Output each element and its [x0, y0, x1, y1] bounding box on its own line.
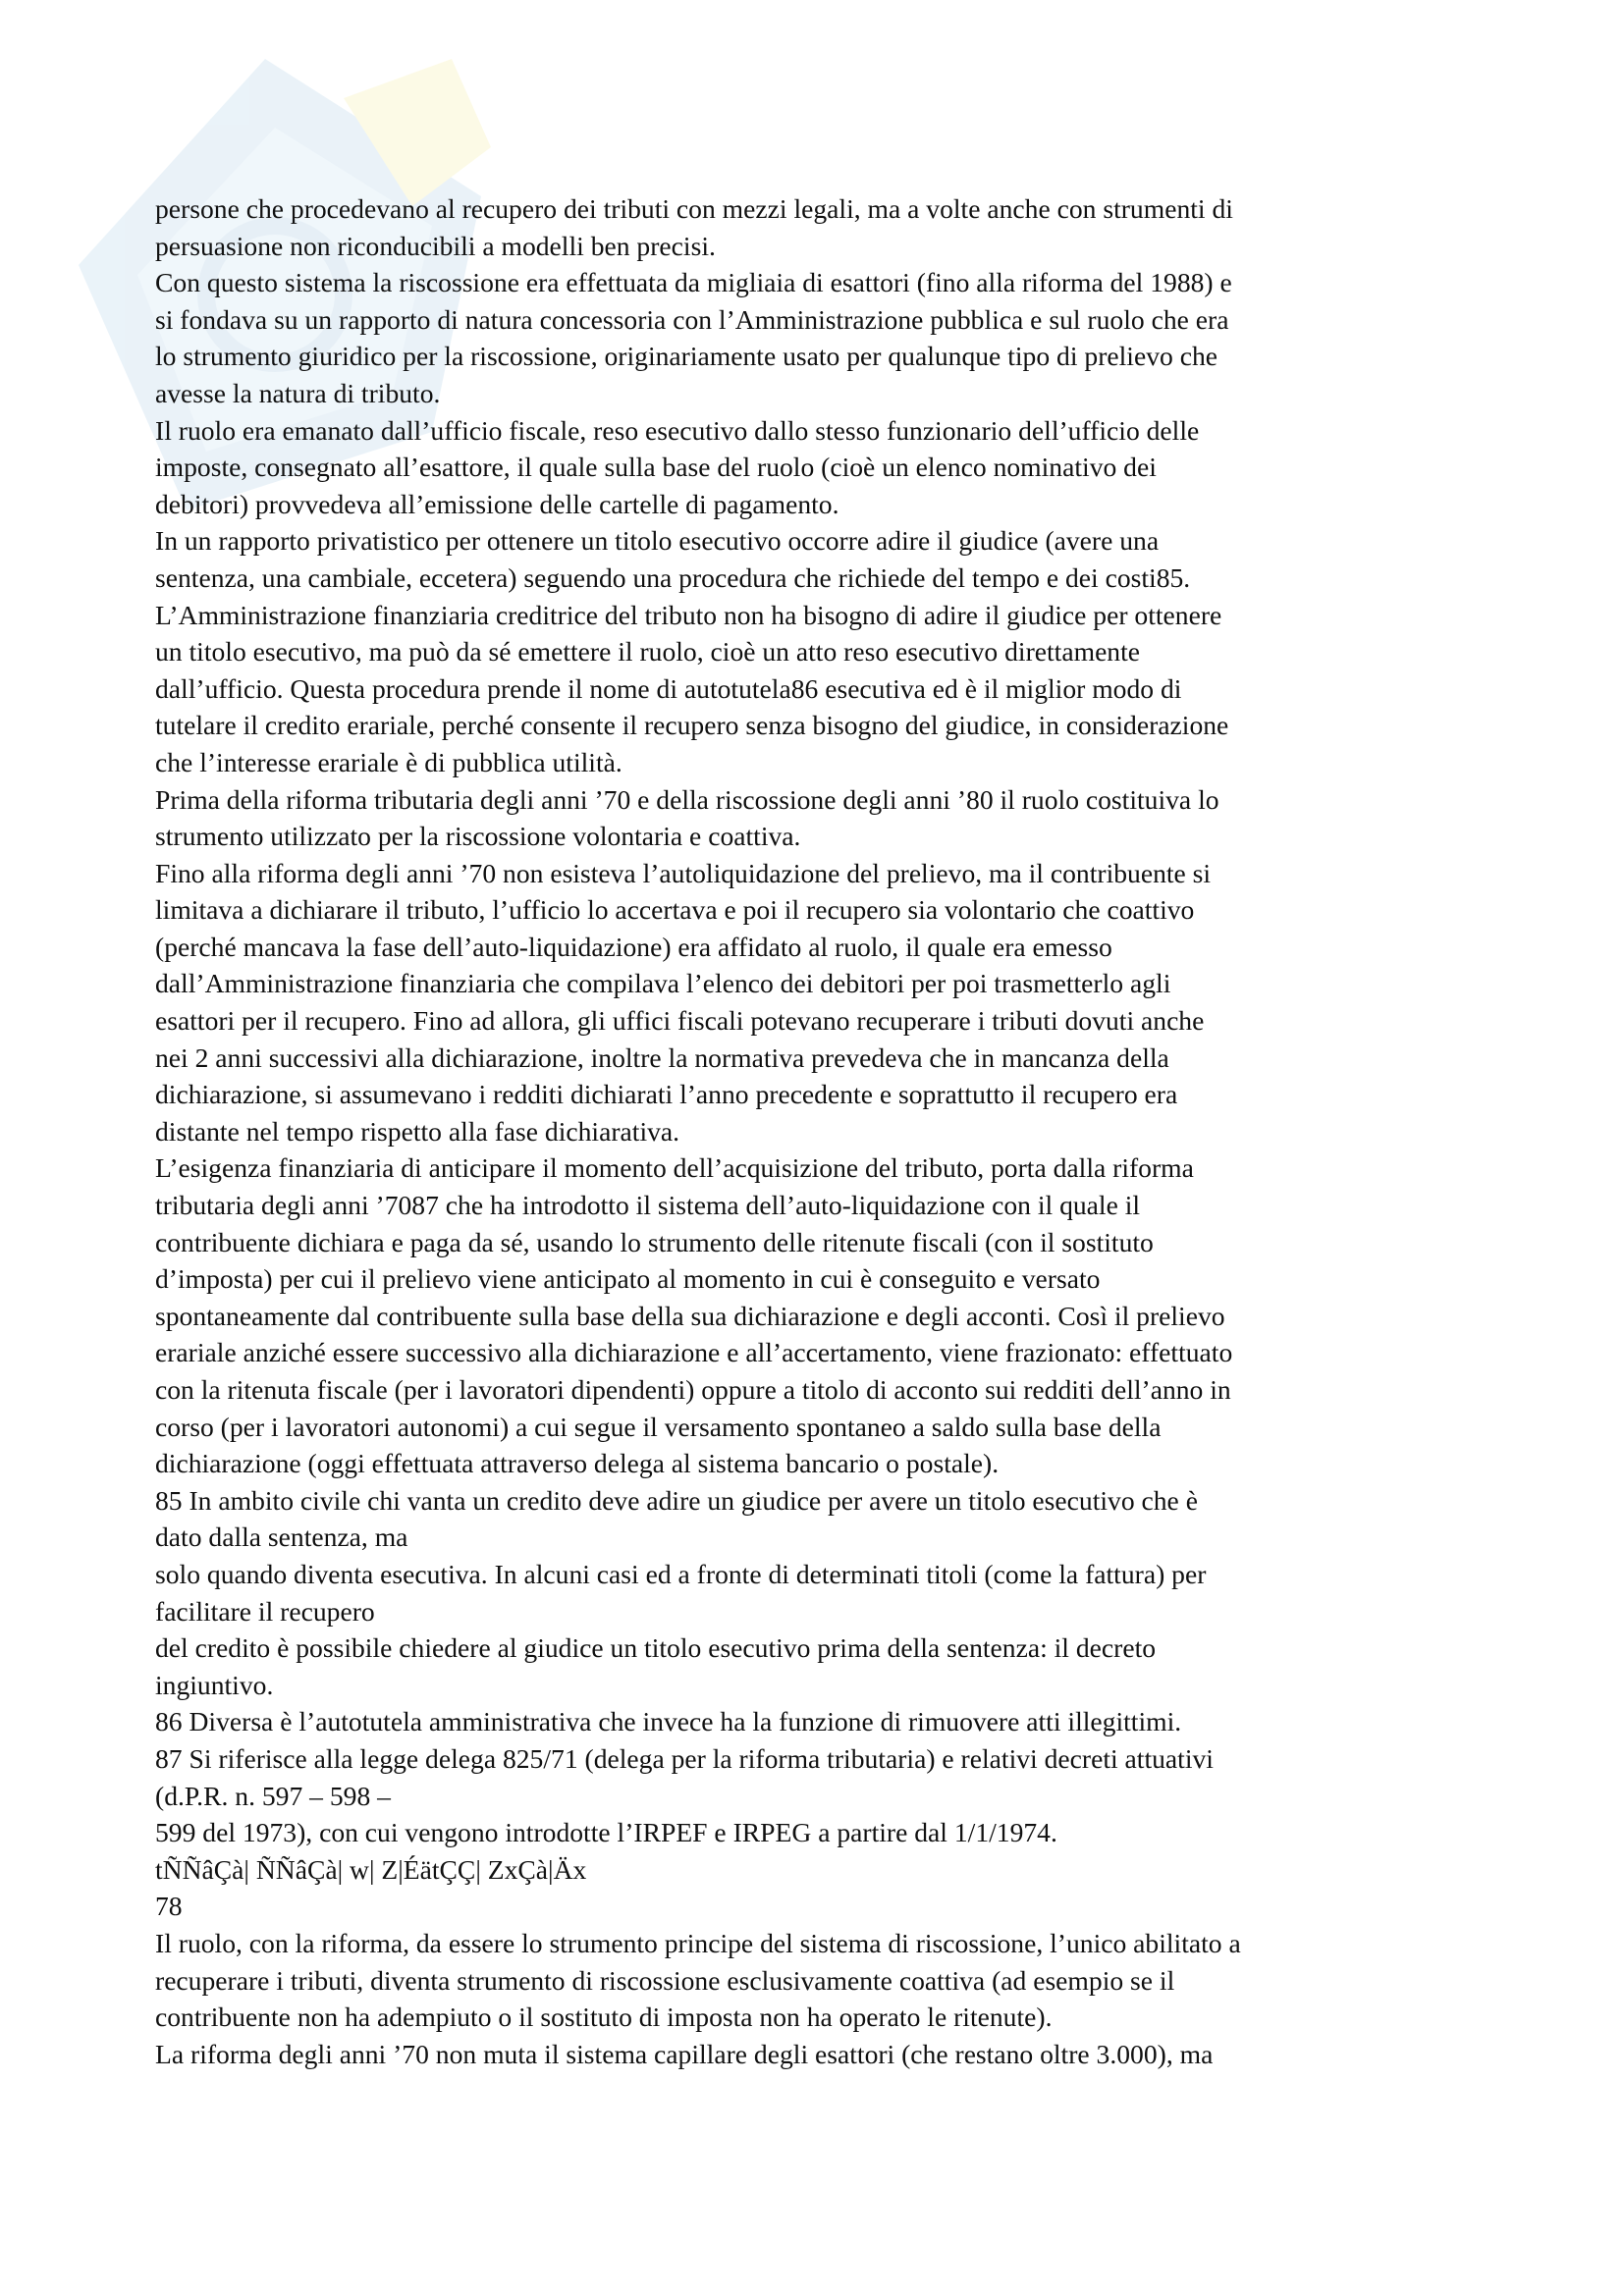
text-line: Prima della riforma tributaria degli anni ’70 e della riscossione degli anni ’80 il ruolo costituiva lo: [155, 783, 1219, 815]
text-line: dichiarazione, si assumevano i redditi dichiarati l’anno precedente e soprattutto il recupero era: [155, 1079, 1178, 1110]
footnote-line: del credito è possibile chiedere al giudice un titolo esecutivo prima della sentenza: il decreto: [155, 1632, 1157, 1664]
text-line: debitori) provvedeva all’emissione delle cartelle di pagamento.: [155, 488, 839, 519]
text-line: La riforma degli anni ’70 non muta il sistema capillare degli esattori (che restano oltre 3.000), ma: [155, 2038, 1214, 2069]
text-line: (perché mancava la fase dell’auto-liquidazione) era affidato al ruolo, il quale era emesso: [155, 931, 1112, 962]
text-line: un titolo esecutivo, ma può da sé emettere il ruolo, cioè un atto reso esecutivo direttamente: [155, 636, 1141, 667]
footnote-line: 86 Diversa è l’autotutela amministrativa che invece ha la funzione di rimuovere atti illegittimi.: [155, 1706, 1182, 1737]
page-number: 78: [155, 1891, 183, 1922]
footnote-line: (d.P.R. n. 597 – 598 –: [155, 1780, 391, 1811]
text-line: corso (per i lavoratori autonomi) a cui segue il versamento spontaneo a saldo sulla base della: [155, 1411, 1162, 1442]
text-line: In un rapporto privatistico per ottenere un titolo esecutivo occorre adire il giudice (avere una: [155, 525, 1160, 557]
footnote-line: 599 del 1973), con cui vengono introdotte l’IRPEF e IRPEG a partire dal 1/1/1974.: [155, 1817, 1057, 1848]
text-line: Fino alla riforma degli anni ’70 non esisteva l’autoliquidazione del prelievo, ma il contribuente si: [155, 857, 1212, 888]
text-line: dichiarazione (oggi effettuata attraverso delega al sistema bancario o postale).: [155, 1448, 1000, 1479]
text-line: si fondava su un rapporto di natura concessoria con l’Amministrazione pubblica e sul ruolo che era: [155, 303, 1229, 335]
text-line: nei 2 anni successivi alla dichiarazione, inoltre la normativa prevedeva che in mancanza della: [155, 1041, 1169, 1073]
text-line: tributaria degli anni ’7087 che ha introdotto il sistema dell’auto-liquidazione con il quale il: [155, 1190, 1141, 1221]
footnote-line: facilitare il recupero: [155, 1595, 375, 1627]
text-line: imposte, consegnato all’esattore, il quale sulla base del ruolo (cioè un elenco nominativo dei: [155, 452, 1157, 483]
text-line: lo strumento giuridico per la riscossione, originariamente usato per qualunque tipo di prelievo che: [155, 341, 1217, 372]
text-line: esattori per il recupero. Fino ad allora, gli uffici fiscali potevano recuperare i tributi dovuti anche: [155, 1005, 1205, 1037]
text-line: Il ruolo, con la riforma, da essere lo strumento principe del sistema di riscossione, l’unico abilitato a: [155, 1927, 1241, 1958]
text-line: strumento utilizzato per la riscossione volontaria e coattiva.: [155, 821, 801, 852]
text-line: contribuente non ha adempiuto o il sostituto di imposta non ha operato le ritenute).: [155, 2002, 1053, 2033]
footnote-line: solo quando diventa esecutiva. In alcuni casi ed a fronte di determinati titoli (come la fattura) per: [155, 1558, 1207, 1589]
text-line: persuasione non riconducibili a modelli ben precisi.: [155, 230, 716, 261]
text-line: d’imposta) per cui il prelievo viene anticipato al momento in cui è conseguito e versato: [155, 1263, 1101, 1295]
text-line: con la ritenuta fiscale (per i lavoratori dipendenti) oppure a titolo di acconto sui redditi dell’anno in: [155, 1374, 1231, 1405]
footnote-line: 87 Si riferisce alla legge delega 825/71 (delega per la riforma tributaria) e relativi decreti attuativi: [155, 1742, 1214, 1774]
document-body: [155, 190, 1481, 2072]
footnote-line: 85 In ambito civile chi vanta un credito deve adire un giudice per avere un titolo esecutivo che è: [155, 1484, 1198, 1516]
text-line: recuperare i tributi, diventa strumento di riscossione esclusivamente coattiva (ad esempio se il: [155, 1964, 1175, 1996]
text-line: Con questo sistema la riscossione era effettuata da migliaia di esattori (fino alla riforma del 1988) e: [155, 267, 1232, 298]
garbled-header-line: tÑÑâÇà| ÑÑâÇà| w| Z|ÉätÇÇ| ZxÇà|Äx: [155, 1853, 587, 1885]
text-line: L’esigenza finanziaria di anticipare il momento dell’acquisizione del tributo, porta dalla riforma: [155, 1152, 1194, 1184]
text-line: che l’interesse erariale è di pubblica utilità.: [155, 746, 622, 777]
text-line: spontaneamente dal contribuente sulla base della sua dichiarazione e degli acconti. Così il prelievo: [155, 1300, 1225, 1331]
footnote-line: dato dalla sentenza, ma: [155, 1522, 408, 1553]
text-line: sentenza, una cambiale, eccetera) seguendo una procedura che richiede del tempo e dei costi85.: [155, 561, 1191, 593]
text-line: dall’ufficio. Questa procedura prende il nome di autotutela86 esecutiva ed è il miglior modo di: [155, 672, 1182, 704]
text-line: contribuente dichiara e paga da sé, usando lo strumento delle ritenute fiscali (con il sostituto: [155, 1226, 1154, 1257]
text-line: limitava a dichiarare il tributo, l’ufficio lo accertava e poi il recupero sia volontario che coattivo: [155, 894, 1195, 926]
text-line: dall’Amministrazione finanziaria che compilava l’elenco dei debitori per poi trasmetterlo agli: [155, 968, 1171, 999]
text-line: erariale anziché essere successivo alla dichiarazione e all’accertamento, viene frazionato: effettuato: [155, 1337, 1233, 1368]
text-line: persone che procedevano al recupero dei tributi con mezzi legali, ma a volte anche con strumenti di: [155, 193, 1233, 224]
footnote-line: ingiuntivo.: [155, 1669, 274, 1700]
text-line: distante nel tempo rispetto alla fase dichiarativa.: [155, 1115, 680, 1147]
text-line: L’Amministrazione finanziaria creditrice del tributo non ha bisogno di adire il giudice per ottenere: [155, 599, 1222, 630]
watermark-sun-shape: [344, 59, 491, 206]
text-line: tutelare il credito erariale, perché consente il recupero senza bisogno del giudice, in considerazione: [155, 710, 1229, 741]
text-line: Il ruolo era emanato dall’ufficio fiscale, reso esecutivo dallo stesso funzionario dell’ufficio delle: [155, 414, 1200, 446]
text-line: avesse la natura di tributo.: [155, 377, 441, 408]
